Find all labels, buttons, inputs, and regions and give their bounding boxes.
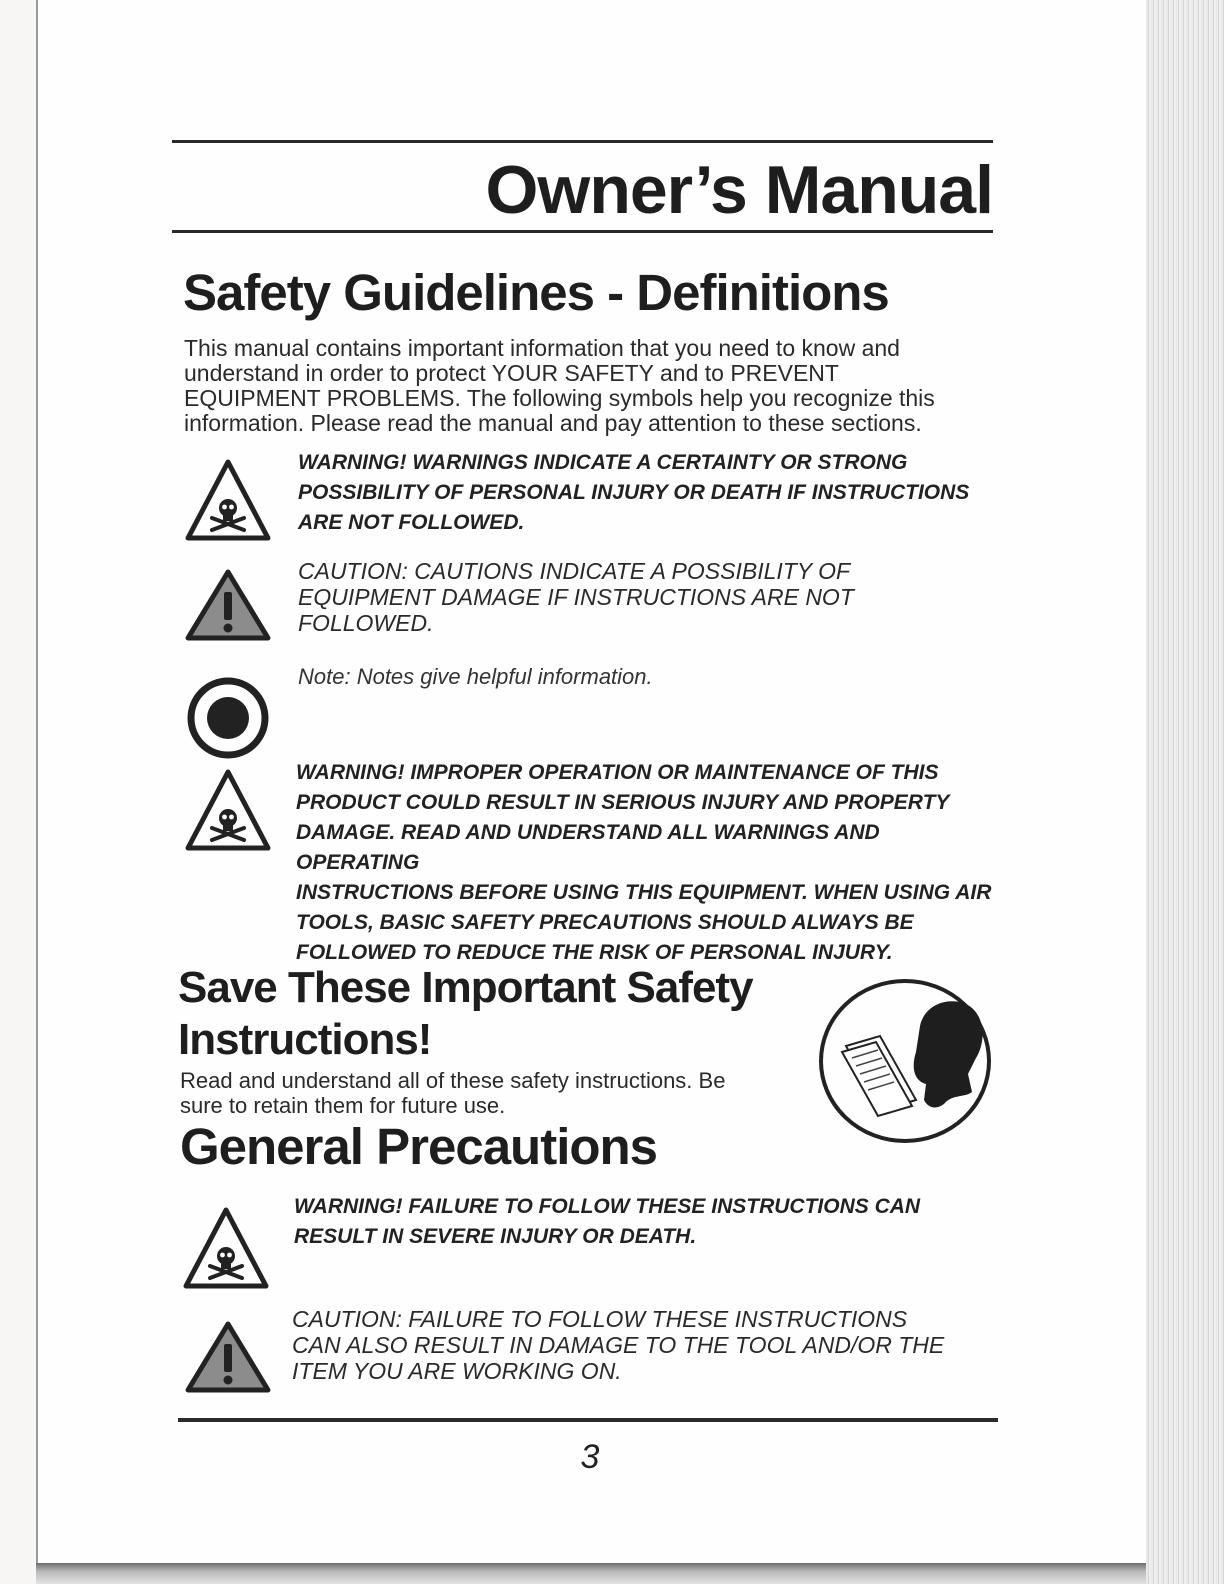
caution-line: FOLLOWED. [298, 610, 434, 636]
warning-line: RESULT IN SEVERE INJURY OR DEATH. [294, 1225, 697, 1248]
heading-line: Save These Important Safety [178, 963, 753, 1012]
general-precautions-heading: General Precautions [180, 1118, 658, 1175]
caution-line: ITEM YOU ARE WORKING ON. [292, 1358, 622, 1384]
save-instructions-heading [178, 962, 753, 1066]
caution-line: CAUTION: CAUTIONS INDICATE A POSSIBILITY OF [298, 558, 851, 584]
page-number: 3 [580, 1438, 600, 1476]
warning-line: ARE NOT FOLLOWED. [298, 511, 525, 534]
note-definition: Note: Notes give helpful information. [298, 664, 653, 689]
warning-line: PRODUCT COULD RESULT IN SERIOUS INJURY AND PROPERTY [296, 791, 950, 814]
intro-line: understand in order to protect YOUR SAFETY and to PREVENT [184, 360, 839, 386]
save-instructions-text [180, 1068, 820, 1118]
exclamation-caution-icon [184, 568, 272, 642]
improper-operation-warning [296, 758, 1006, 968]
intro-line: information. Please read the manual and pay attention to these sections. [184, 410, 922, 436]
text-line: sure to retain them for future use. [180, 1093, 506, 1118]
caution-definition [298, 558, 998, 636]
failure-caution [292, 1306, 1004, 1384]
page-edge-shadow [1146, 0, 1224, 1584]
intro-line: EQUIPMENT PROBLEMS. The following symbols help you recognize this [184, 385, 935, 411]
page-bottom-shadow [36, 1563, 1146, 1584]
text-line: Read and understand all of these safety instructions. Be [180, 1068, 726, 1093]
warning-line: WARNING! FAILURE TO FOLLOW THESE INSTRUCTIONS CAN [294, 1195, 921, 1218]
header-top-rule [172, 140, 993, 143]
caution-line: EQUIPMENT DAMAGE IF INSTRUCTIONS ARE NOT [298, 584, 854, 610]
warning-line: WARNING! WARNINGS INDICATE A CERTAINTY OR STRONG [298, 451, 908, 474]
heading-line: Instructions! [178, 1015, 432, 1064]
skull-warning-icon [184, 458, 272, 542]
header-bottom-rule [172, 230, 993, 233]
manual-title: Owner’s Manual [485, 152, 993, 228]
warning-line: WARNING! IMPROPER OPERATION OR MAINTENANCE OF THIS [296, 761, 939, 784]
footer-rule [178, 1418, 998, 1422]
read-manual-icon [816, 976, 994, 1146]
skull-warning-icon [182, 1206, 270, 1290]
caution-line: CAUTION: FAILURE TO FOLLOW THESE INSTRUCTIONS [292, 1306, 908, 1332]
caution-line: CAN ALSO RESULT IN DAMAGE TO THE TOOL AND/OR THE [292, 1332, 945, 1358]
warning-line: FOLLOWED TO REDUCE THE RISK OF PERSONAL INJURY. [296, 941, 893, 964]
intro-line: This manual contains important information that you need to know and [184, 335, 900, 361]
warning-line: DAMAGE. READ AND UNDERSTAND ALL WARNINGS AND OPERATING [296, 821, 880, 874]
warning-line: TOOLS, BASIC SAFETY PRECAUTIONS SHOULD ALWAYS BE [296, 911, 914, 934]
warning-line: POSSIBILITY OF PERSONAL INJURY OR DEATH IF INSTRUCTIONS [298, 481, 970, 504]
safety-guidelines-heading: Safety Guidelines - Definitions [183, 264, 889, 321]
failure-warning [294, 1192, 1004, 1252]
intro-paragraph [184, 336, 1004, 436]
warning-definition [298, 448, 998, 538]
warning-line: INSTRUCTIONS BEFORE USING THIS EQUIPMENT. WHEN USING AIR [296, 881, 992, 904]
target-note-icon [186, 676, 270, 760]
skull-warning-icon [184, 768, 272, 852]
exclamation-caution-icon [184, 1320, 272, 1394]
